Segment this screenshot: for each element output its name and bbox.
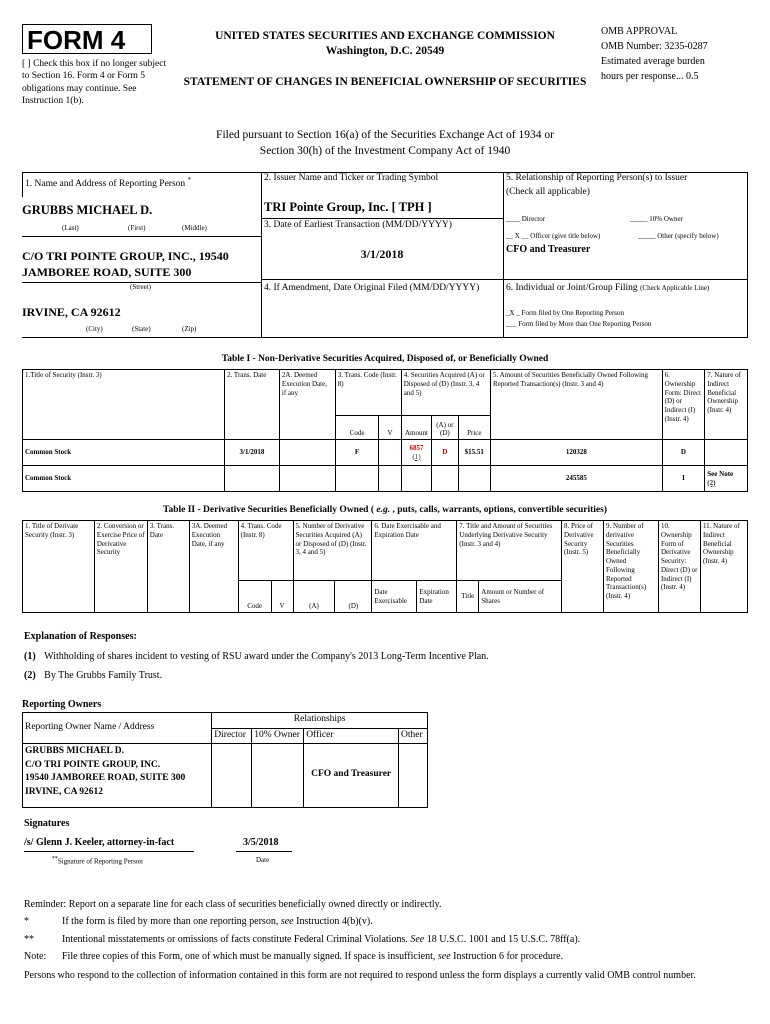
t1-r1-owned: 120328	[491, 440, 663, 466]
t1-sub-ad: (A) or (D)	[432, 416, 458, 440]
owners-col-ten: 10% Owner	[252, 729, 304, 744]
t1-r2-form: I	[662, 466, 705, 492]
box-6-more: ___ Form filed by More than One Reporting Person	[506, 320, 652, 328]
table-1	[22, 369, 748, 492]
t1-r2-code	[335, 466, 379, 492]
signer-name: /s/ Glenn J. Keeler, attorney-in-fact	[24, 837, 175, 848]
t1-r2-nature: See Note	[707, 469, 734, 478]
star1-post: Instruction 4(b)(v).	[293, 916, 373, 927]
t2-h3a: 3A. Deemed Execution Date, if any	[189, 521, 238, 613]
table-row	[23, 466, 748, 492]
table-1-title: Table I - Non-Derivative Securities Acquired, Disposed of, or Beneficially Owned	[221, 354, 549, 364]
t1-r1-code: F	[335, 440, 379, 466]
t1-h7: 7. Nature of Indirect Beneficial Ownership (Instr. 4)	[705, 370, 748, 440]
t2-sub-d: (D)	[335, 581, 372, 613]
explanation-heading: Explanation of Responses:	[24, 631, 137, 642]
t1-sub-code: Code	[335, 416, 379, 440]
table-2-title	[22, 505, 748, 515]
note-pre: File three copies of this Form, one of which must be manually signed. If space is insufficient,	[62, 951, 438, 962]
note-2-number: (2)	[24, 670, 36, 681]
star2-see: See	[410, 934, 425, 945]
footnote-star-text	[62, 916, 373, 927]
t2-h10: 10. Ownership Form of Derivative Security: Direct (D) or Indirect (I) (Instr. 4)	[658, 521, 700, 613]
state-label: (State)	[132, 325, 151, 333]
t2-h2: 2. Conversion or Exercise Price of Derivative Security	[94, 521, 147, 613]
reporting-person-street: C/O TRI POINTE GROUP, INC., 19540 JAMBOREE ROAD, SUITE 300	[22, 249, 229, 279]
t1-r1-amount-cell	[401, 440, 431, 466]
box-6-hint: (Check Applicable Line)	[640, 284, 710, 292]
form-title: FORM 4	[27, 25, 126, 55]
explanation-note-1	[24, 651, 489, 662]
first-label: (First)	[128, 224, 146, 232]
t2-h7: 7. Title and Amount of Securities Underlying Derivative Security (Instr. 3 and 4)	[457, 521, 562, 581]
footnote-star-mark: *	[24, 916, 29, 927]
signature-label: Signature of Reporting Person	[57, 857, 143, 866]
owner-line-2: C/O TRI POINTE GROUP, INC.	[25, 759, 161, 770]
owners-col-rel: Relationships	[212, 713, 428, 729]
table-2-title-pre: Table II - Derivative Securities Beneficially Owned (	[163, 505, 377, 515]
t2-sub-code: Code	[238, 581, 271, 613]
box-5-director: ____ Director	[506, 215, 546, 223]
t2-h6: 6. Date Exercisable and Expiration Date	[372, 521, 457, 581]
t2-h8: 8. Price of Derivative Security (Instr. 5)	[562, 521, 604, 613]
statement-title: STATEMENT OF CHANGES IN BENEFICIAL OWNERSHIP OF SECURITIES	[183, 76, 587, 88]
checkbox-note: [ ] Check this box if no longer subject to Section 16. Form 4 or Form 5 obligations may continue. See Instruction 1(b).	[22, 59, 167, 107]
t1-sub-price: Price	[458, 416, 490, 440]
t1-r2-amount	[401, 466, 431, 492]
t2-h11: 11. Nature of Indirect Beneficial Ownership (Instr. 4)	[700, 521, 747, 613]
t1-r1-ad: D	[432, 440, 458, 466]
t2-sub-date-ex: Date Exercisable	[372, 581, 417, 613]
agency-name: UNITED STATES SECURITIES AND EXCHANGE COMMISSION	[215, 30, 555, 42]
issuer-name: TRI Pointe Group, Inc. [ TPH ]	[264, 200, 432, 214]
box-3-label: 3. Date of Earliest Transaction (MM/DD/YYYY)	[264, 220, 452, 230]
t1-r2-nature-cell	[705, 466, 748, 492]
signer-rule	[24, 851, 194, 852]
box-6-label	[506, 283, 709, 293]
t1-h2: 2. Trans. Date	[225, 370, 280, 440]
t2-sub-amount: Amount or Number of Shares	[479, 581, 562, 613]
footnote-double-star-mark: **	[24, 934, 34, 945]
t1-r1-date: 3/1/2018	[225, 440, 280, 466]
t1-h3: 3. Trans. Code (Instr. 8)	[335, 370, 401, 416]
owners-col-other: Other	[398, 729, 427, 744]
t1-r1-deemed	[279, 440, 335, 466]
t1-r2-price	[458, 466, 490, 492]
table-row	[23, 743, 428, 807]
section-bottom-rule	[22, 337, 748, 338]
t1-r1-amount: 6857	[409, 443, 424, 452]
box-5-label: 5. Relationship of Reporting Person(s) to Issuer	[506, 173, 688, 183]
last-label: (Last)	[62, 224, 79, 232]
owner-director-cell	[212, 743, 252, 807]
t1-h5: 5. Amount of Securities Beneficially Owned Following Reported Transaction(s) (Instr. 3 and 4)	[491, 370, 663, 440]
box-2-label: 2. Issuer Name and Ticker or Trading Symbol	[264, 173, 439, 183]
date-rule	[236, 851, 292, 852]
owner-officer-value: CFO and Treasurer	[304, 743, 399, 807]
t1-r1-footnote-link[interactable]: (1)	[412, 452, 421, 461]
owners-name-cell	[23, 743, 212, 807]
table-row	[23, 440, 748, 466]
box-5-other: _____ Other (specify below)	[638, 232, 719, 240]
box-1-label	[25, 176, 191, 189]
zip-label: (Zip)	[182, 325, 197, 333]
earliest-transaction-date: 3/1/2018	[360, 247, 404, 261]
owner-ten-cell	[252, 743, 304, 807]
signature-date: 3/5/2018	[243, 837, 279, 848]
note-1-text: Withholding of shares incident to vesting of RSU award under the Company's 2013 Long-Term Incentive Plan.	[44, 651, 489, 662]
star2-pre: Intentional misstatements or omissions of facts constitute Federal Criminal Violations.	[62, 934, 411, 945]
t1-r2-deemed	[279, 466, 335, 492]
note-text	[62, 951, 563, 962]
filed-line-2: Section 30(h) of the Investment Company Act of 1940	[259, 145, 511, 157]
t1-h1: 1.Title of Security (Instr. 3)	[23, 370, 225, 440]
box-5-sublabel: (Check all applicable)	[506, 187, 590, 197]
owner-line-3: 19540 JAMBOREE ROAD, SUITE 300	[25, 773, 186, 784]
officer-title: CFO and Treasurer	[506, 244, 591, 255]
owners-heading: Reporting Owners	[22, 699, 102, 710]
t1-h2a: 2A. Deemed Execution Date, if any	[279, 370, 335, 440]
owners-col-officer: Officer	[304, 729, 399, 744]
t2-h4: 4. Trans. Code (Instr. 8)	[238, 521, 293, 581]
box-4-label: 4. If Amendment, Date Original Filed (MM/DD/YYYY)	[264, 283, 480, 293]
box-1-marker: *	[187, 176, 192, 184]
owners-col-name: Reporting Owner Name / Address	[23, 713, 212, 744]
note-mark: Note:	[24, 951, 47, 962]
middle-label: (Middle)	[182, 224, 207, 232]
box-3-divider	[261, 279, 748, 280]
t1-r2-title: Common Stock	[23, 466, 225, 492]
table-2	[22, 520, 748, 613]
omb-box	[601, 24, 761, 84]
t1-r2-date	[225, 466, 280, 492]
t2-sub-exp: Expiration Date	[417, 581, 457, 613]
reporting-person-city: IRVINE, CA 92612	[22, 305, 121, 319]
box-5-officer: __ X __ Officer (give title below)	[506, 232, 601, 240]
explanation-note-2	[24, 670, 162, 681]
t1-r2-owned: 245585	[491, 466, 663, 492]
t2-sub-a: (A)	[293, 581, 335, 613]
signature-marker: **	[52, 856, 58, 862]
right-rule	[747, 172, 748, 337]
city-label: (City)	[86, 325, 103, 333]
signature-caption	[52, 856, 143, 865]
t2-h1: 1. Title of Derivate Security (Instr. 3)	[23, 521, 95, 613]
reminder: Reminder: Report on a separate line for each class of securities beneficially owned directly or indirectly.	[24, 899, 442, 910]
omb-number: OMB Number: 3235-0287	[601, 41, 708, 52]
agency-location: Washington, D.C. 20549	[325, 45, 445, 57]
owners-col-director: Director	[212, 729, 252, 744]
t1-sub-amount: Amount	[401, 416, 431, 440]
owner-line-4: IRVINE, CA 92612	[25, 787, 104, 798]
omb-burden: Estimated average burden	[601, 56, 705, 67]
t2-sub-v: V	[271, 581, 293, 613]
date-caption: Date	[256, 856, 270, 864]
t1-r2-v	[379, 466, 401, 492]
box-1-divider-2	[22, 282, 262, 283]
filed-line-1: Filed pursuant to Section 16(a) of the Securities Exchange Act of 1934 or	[216, 129, 554, 141]
table-2-title-eg: e.g.	[376, 505, 391, 515]
signatures-heading: Signatures	[24, 818, 70, 829]
box-6-label-text: 6. Individual or Joint/Group Filing	[506, 283, 638, 293]
t1-r1-title: Common Stock	[23, 440, 225, 466]
t1-r1-price: $15.51	[458, 440, 490, 466]
t1-sub-v: V	[379, 416, 401, 440]
t1-r1-v	[379, 440, 401, 466]
t2-h5: 5. Number of Derivative Securities Acquired (A) or Disposed of (D) (Instr. 3, 4 and 5)	[293, 521, 372, 581]
t1-h6: 6. Ownership Form: Direct (D) or Indirect (I) (Instr. 4)	[662, 370, 705, 440]
t1-r1-nature	[705, 440, 748, 466]
box-1-divider	[22, 236, 262, 237]
star1-see: see	[280, 916, 294, 927]
persons-notice: Persons who respond to the collection of information contained in this form are not required to respond unless the form displays a currently valid OMB control number.	[24, 970, 696, 981]
owners-table	[22, 712, 428, 808]
box-2-divider	[261, 218, 503, 219]
t1-r1-form: D	[662, 440, 705, 466]
star1-pre: If the form is filed by more than one reporting person,	[62, 916, 281, 927]
note-1-number: (1)	[24, 651, 36, 662]
note-2-text: By The Grubbs Family Trust.	[44, 670, 163, 681]
street-label: (Street)	[130, 283, 151, 291]
owner-line-1: GRUBBS MICHAEL D.	[25, 745, 124, 756]
t1-r2-footnote-link[interactable]: (2)	[707, 478, 716, 487]
form-title-box	[22, 24, 152, 54]
table-2-title-post: , puts, calls, warrants, options, convertible securities)	[390, 505, 607, 515]
omb-hours: hours per response... 0.5	[601, 71, 699, 82]
t2-h9: 9. Number of derivative Securities Beneficially Owned Following Reported Transaction(s) (Instr. 4)	[604, 521, 659, 613]
owner-other-cell	[398, 743, 427, 807]
t2-h3: 3. Trans. Date	[147, 521, 189, 613]
t1-r2-ad	[432, 466, 458, 492]
footnote-double-star-text	[62, 934, 580, 945]
note-see: see	[437, 951, 451, 962]
t1-h4: 4. Securities Acquired (A) or Disposed of (D) (Instr. 3, 4 and 5)	[401, 370, 490, 416]
box-6-one: _X _ Form filed by One Reporting Person	[506, 309, 625, 317]
col-line-2	[503, 172, 504, 337]
star2-post: 18 U.S.C. 1001 and 15 U.S.C. 78ff(a).	[424, 934, 581, 945]
note-post: Instruction 6 for procedure.	[450, 951, 564, 962]
reporting-person-name: GRUBBS MICHAEL D.	[22, 203, 153, 217]
omb-approval: OMB APPROVAL	[601, 26, 678, 37]
box-5-ten-pct: _____ 10% Owner	[630, 215, 683, 223]
t2-sub-title: Title	[457, 581, 479, 613]
box-1-label-text: 1. Name and Address of Reporting Person	[25, 179, 186, 190]
